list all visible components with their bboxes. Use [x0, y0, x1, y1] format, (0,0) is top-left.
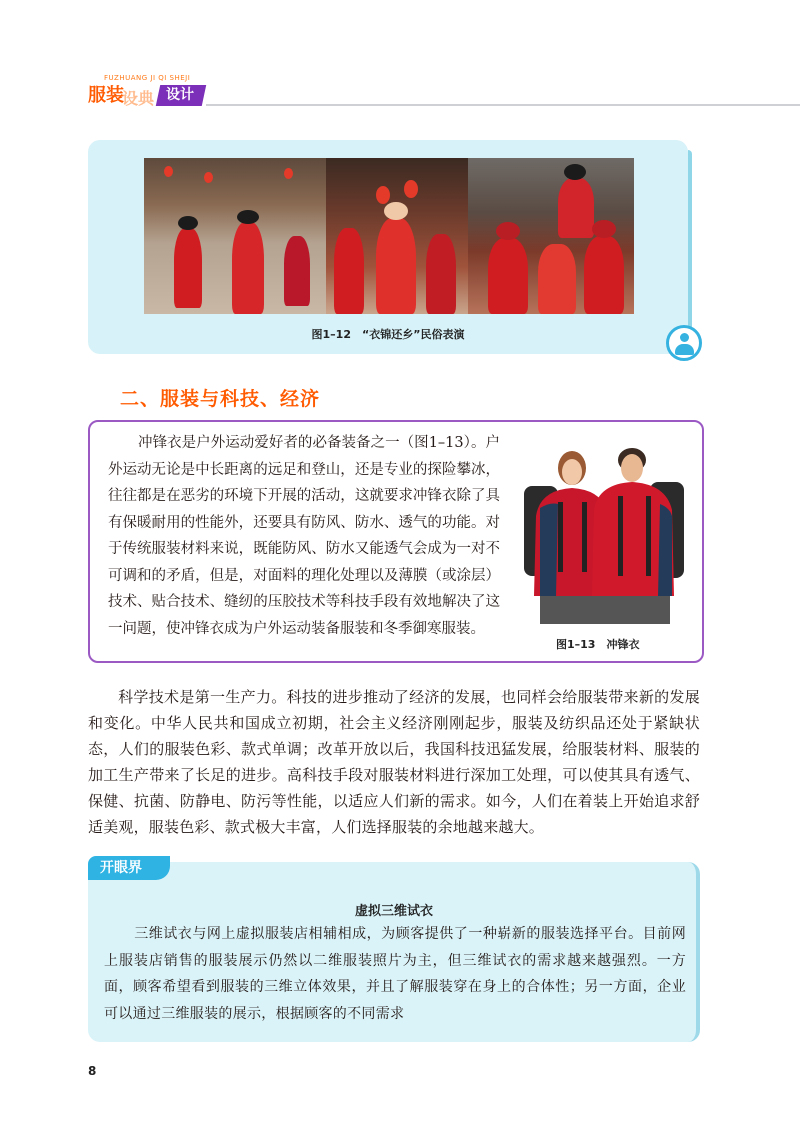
user-icon [666, 325, 702, 361]
lantern-shape [376, 186, 390, 204]
header-brand: 服装 [88, 85, 124, 106]
page-header [88, 66, 800, 106]
performer-hat [592, 220, 616, 238]
jacket-couple-illustration [510, 446, 694, 624]
jacket-paragraph [108, 430, 500, 642]
lantern-shape [164, 166, 173, 177]
main-paragraph-text: 科学技术是第一生产力。科技的进步推动了经济的发展，也同样会给服装带来新的发展和变化。中华人民共和国成立初期，社会主义经济刚刚起步，服装及纺织品还处于紧缺状态，人们的服装色彩、款式单调；改革开放以后，我国科技迅猛发展，给服装材料、服装的加工生产带来了长足的进步。高科技手段对服装材料进行深加工处理，可以使其具有透气、保健、抗菌、防静电、防污等性能，以适应人们新的需求。如今，人们在着装上开始追求舒适美观，服装色彩、款式极大丰富，人们选择服装的余地越来越大。 [88, 688, 700, 836]
folk-photo-2 [326, 158, 468, 314]
page-number: 8 [88, 1064, 97, 1078]
performer-figure [232, 222, 264, 314]
eye-opener-paragraph-text: 三维试衣与网上虚拟服装店相辅相成，为顾客提供了一种崭新的服装选择平台。目前网上服装店销售的服装展示仍然以二维服装照片为主，但三维试衣的需求越来越强烈。一方面，顾客希望看到服装的三维立体效果，并且了解服装穿在身上的合体性；另一方面，企业可以通过三维服装的展示，根据顾客的不同需求 [104, 926, 686, 1022]
lantern-shape [204, 172, 213, 183]
performer-hat [564, 164, 586, 180]
header-rule [206, 104, 800, 106]
performer-figure [376, 218, 416, 314]
folk-performance-photos [144, 158, 634, 314]
box-edge-decoration [688, 150, 692, 348]
performer-face [384, 202, 408, 220]
performer-figure [584, 236, 624, 314]
user-icon-body [675, 344, 694, 355]
eye-opener-paragraph [104, 921, 686, 1027]
jacket-paragraph-text: 冲锋衣是户外运动爱好者的必备装备之一（图1–13）。户外运动无论是中长距离的远足和登山，还是专业的探险攀冰，往往都是在恶劣的环境下开展的活动，这就要求冲锋衣除了具有保暖耐用的性能外，还要具有防风、防水、透气的功能。对于传统服装材料来说，既能防风、防水又能透气会成为一对不可调和的矛盾，但是，对面料的理化处理以及薄膜（或涂层）技术、贴合技术、缝纫的压胶技术等科技手段有效地解决了这一问题，使冲锋衣成为户外运动装备服装和冬季御寒服装。 [108, 435, 500, 637]
lantern-shape [404, 180, 418, 198]
performer-figure [488, 238, 528, 314]
performer-figure [538, 244, 576, 314]
eye-opener-tab: 开眼界 [88, 856, 170, 880]
header-tag [156, 85, 206, 106]
eye-opener-title: 虚拟三维试衣 [354, 904, 433, 919]
lantern-shape [284, 168, 293, 179]
performer-figure [174, 228, 202, 308]
performer-figure [426, 234, 456, 314]
header-tag-label: 设计 [166, 87, 194, 103]
folk-photo-1 [144, 158, 326, 314]
performer-hat [496, 222, 520, 240]
main-paragraph [88, 684, 700, 840]
section-heading: 二、服装与科技、经济 [120, 388, 321, 410]
performer-figure [284, 236, 310, 306]
performer-hat [237, 210, 259, 224]
performer-figure [334, 228, 364, 314]
jacket-photo [510, 446, 694, 624]
header-pinyin: FUZHUANG JI QI SHEJI [104, 74, 191, 82]
folk-photo-3 [468, 158, 634, 314]
figure-1-13-caption: 图1–13 冲锋衣 [556, 638, 640, 651]
performer-hat [178, 216, 198, 230]
header-brand-faded: 设典 [122, 89, 155, 108]
user-icon-head [680, 333, 689, 342]
figure-1-12-caption: 图1–12 “衣锦还乡”民俗表演 [311, 328, 465, 341]
performer-figure [558, 178, 594, 238]
figure-1-12-box [88, 140, 688, 354]
